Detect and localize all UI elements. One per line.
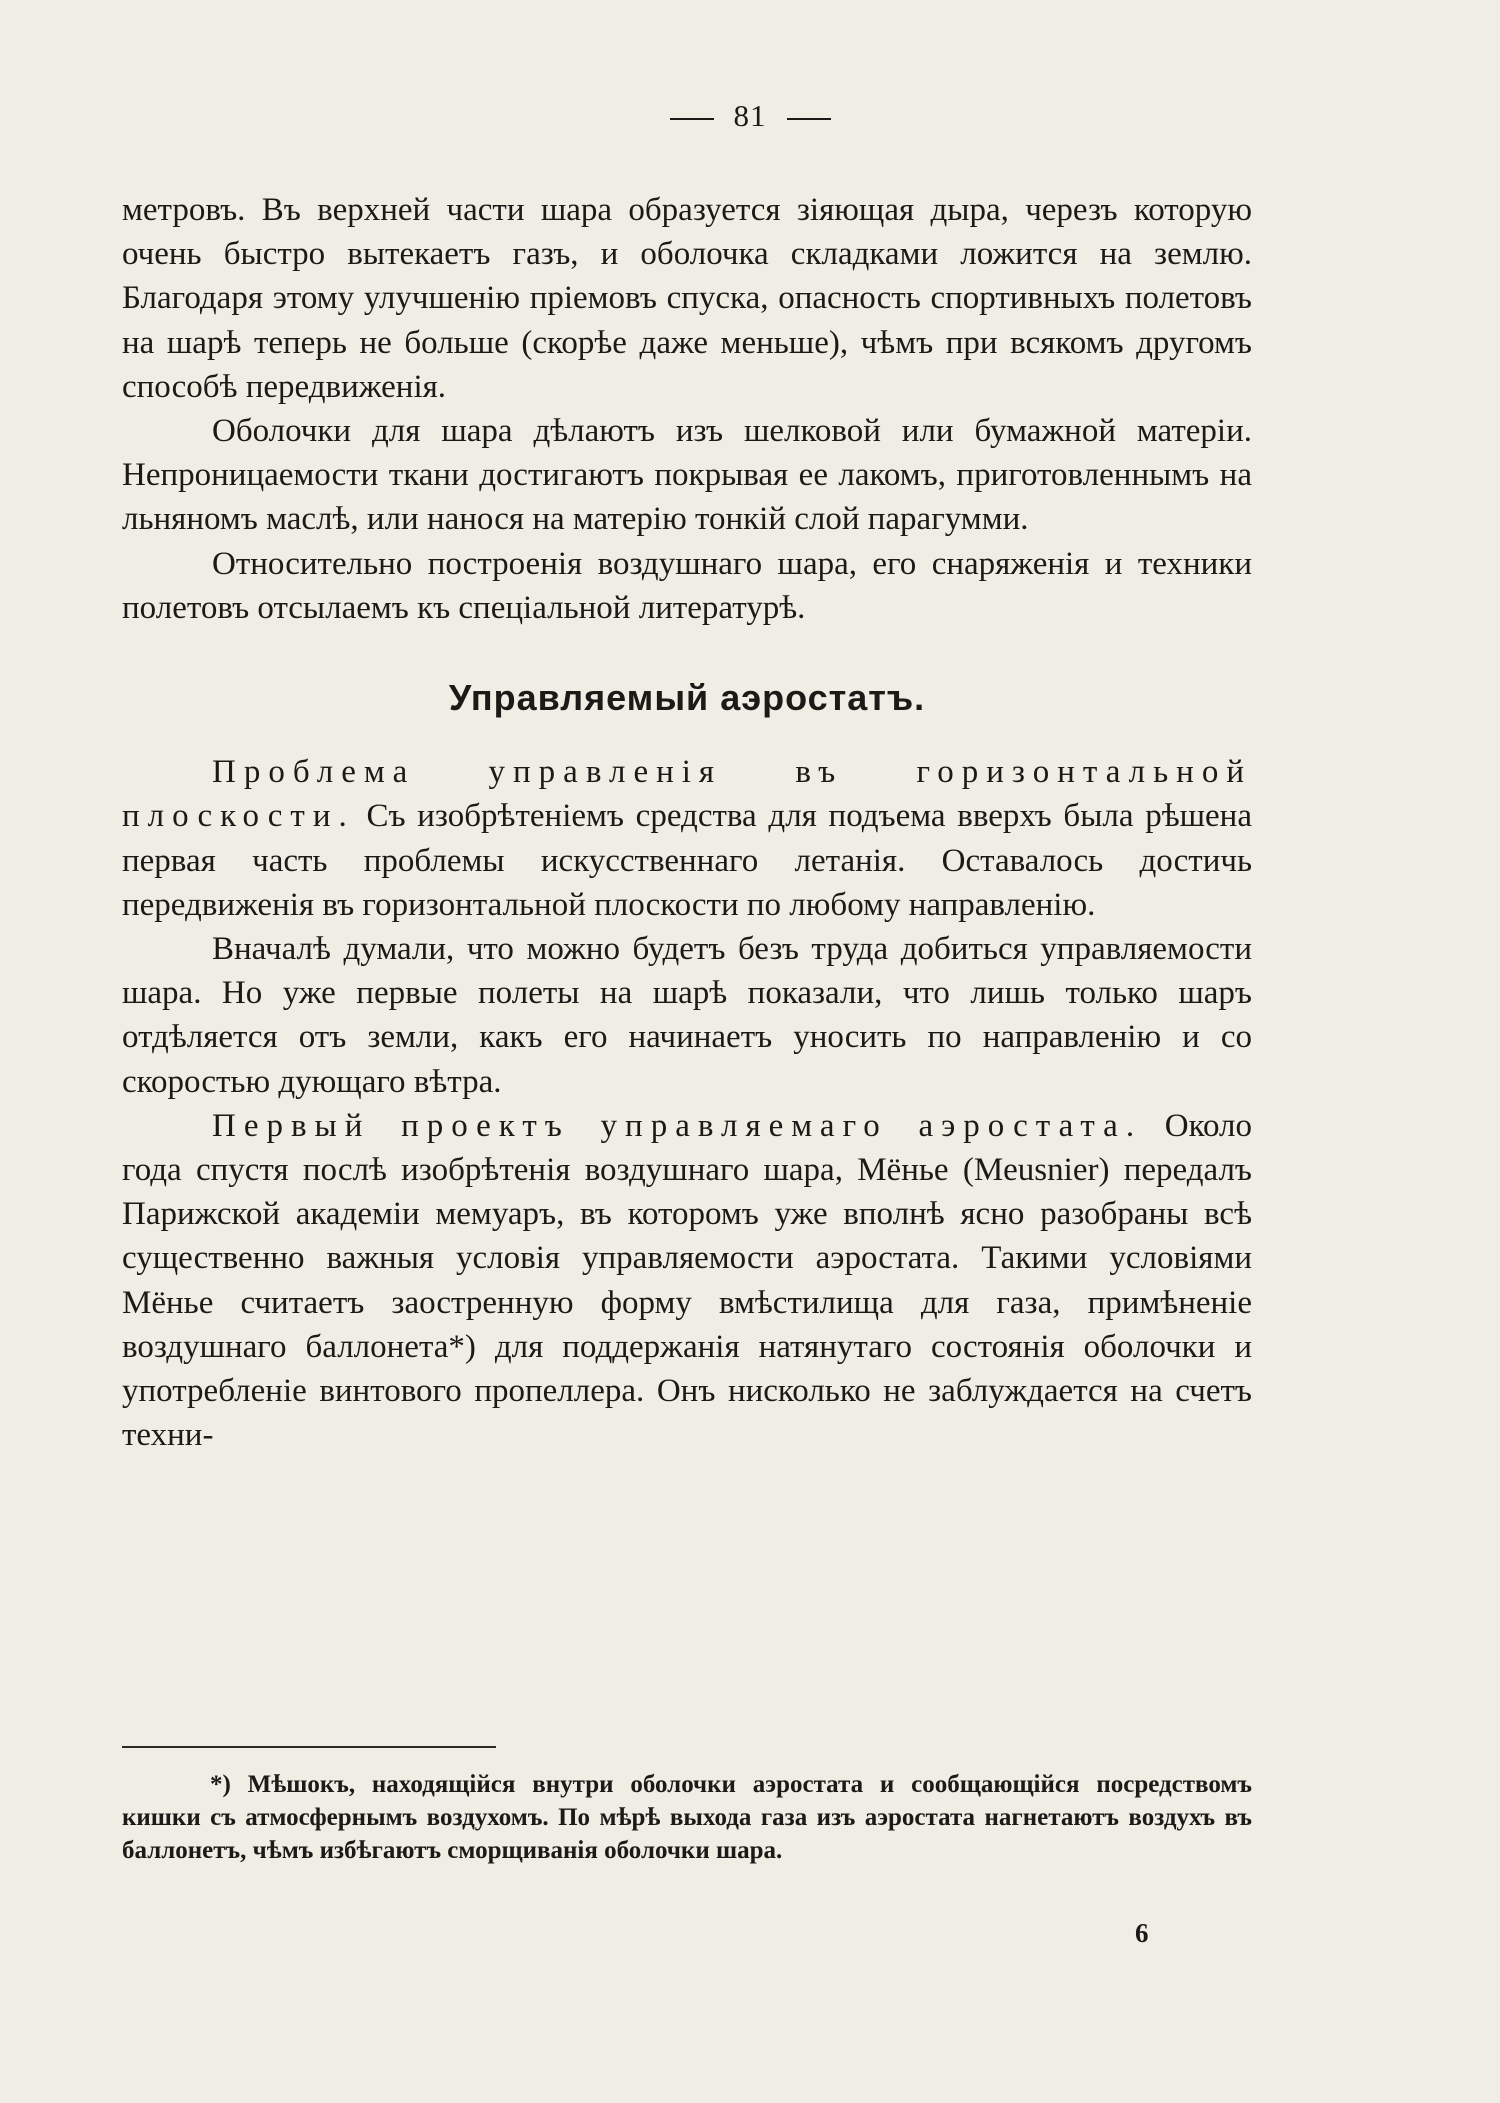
paragraph-6	[122, 1104, 1252, 1458]
paragraph-6-lead: Первый проектъ управляемаго аэростата.	[212, 1107, 1143, 1144]
page-number: 81	[733, 98, 767, 133]
paragraph-3: Относительно построенія воздушнаго шара, его снаряженія и техники полетовъ отсылаемъ къ спеціальной литературѣ.	[122, 545, 1252, 626]
section-heading: Управляемый аэростатъ.	[448, 677, 926, 719]
paragraph-4-rest: Съ изобрѣтеніемъ средства для подъема вверхъ была рѣшена первая часть проблемы искусственнаго летанія. Оставалось достичь передвиженія въ горизонтальной плоскости по любому направленію.	[122, 798, 1252, 923]
footnote-divider	[122, 1746, 496, 1748]
paragraph-4-lead: Проблема управленія въ горизонтальной плоскости.	[122, 754, 1252, 835]
paragraph-1: метровъ. Въ верхней части шара образуется зіяющая дыра, черезъ которую очень быстро вытекаетъ газъ, и оболочка складками ложится на землю. Благодаря этому улучшенію пріемовъ спуска, опасность спортивныхъ полетовъ на шарѣ теперь не больше (скорѣе даже меньше), чѣмъ при всякомъ другомъ способѣ передвиженія.	[122, 192, 1252, 405]
page-number-header	[0, 98, 1500, 134]
main-text	[122, 188, 1252, 1457]
signature-mark: 6	[1135, 1918, 1149, 1948]
paragraph-6-rest: Около года спустя послѣ изобрѣтенія воздушнаго шара, Мёнье (Meusnier) передалъ Парижской академіи мемуаръ, въ которомъ уже вполнѣ ясно разобраны всѣ существенно важныя условія управляемости аэростата. Такими условіями Мёнье считаетъ заостренную форму вмѣстилища для газа, примѣненіе воздушнаго баллонета*) для поддержанія натянутаго состоянія оболочки и употребленіе винтового пропеллера. Онъ нисколько не заблуждается на счетъ техни-	[122, 1107, 1252, 1454]
paragraph-5: Вначалѣ думали, что можно будетъ безъ труда добиться управляемости шара. Но уже первые полеты на шарѣ показали, что лишь только шаръ отдѣляется отъ земли, какъ его начинаетъ уносить по направленію и со скоростью дующаго вѣтра.	[122, 931, 1252, 1100]
right-dash	[787, 118, 831, 120]
paragraph-2: Оболочки для шара дѣлаютъ изъ шелковой или бумажной матеріи. Непроницаемости ткани достигаютъ покрывая ее лакомъ, приготовленнымъ на льняномъ маслѣ, или нанося на матерію тонкій слой парагумми.	[122, 413, 1252, 538]
left-dash	[670, 118, 714, 120]
paragraph-4	[122, 750, 1252, 927]
footnote: *) Мѣшокъ, находящійся внутри оболочки аэростата и сообщающійся посредствомъ кишки съ атмосфернымъ воздухомъ. По мѣрѣ выхода газа изъ аэростата нагнетаютъ воздухъ въ баллонетъ, чѣмъ избѣгаютъ сморщиванія оболочки шара.	[122, 1771, 1252, 1864]
